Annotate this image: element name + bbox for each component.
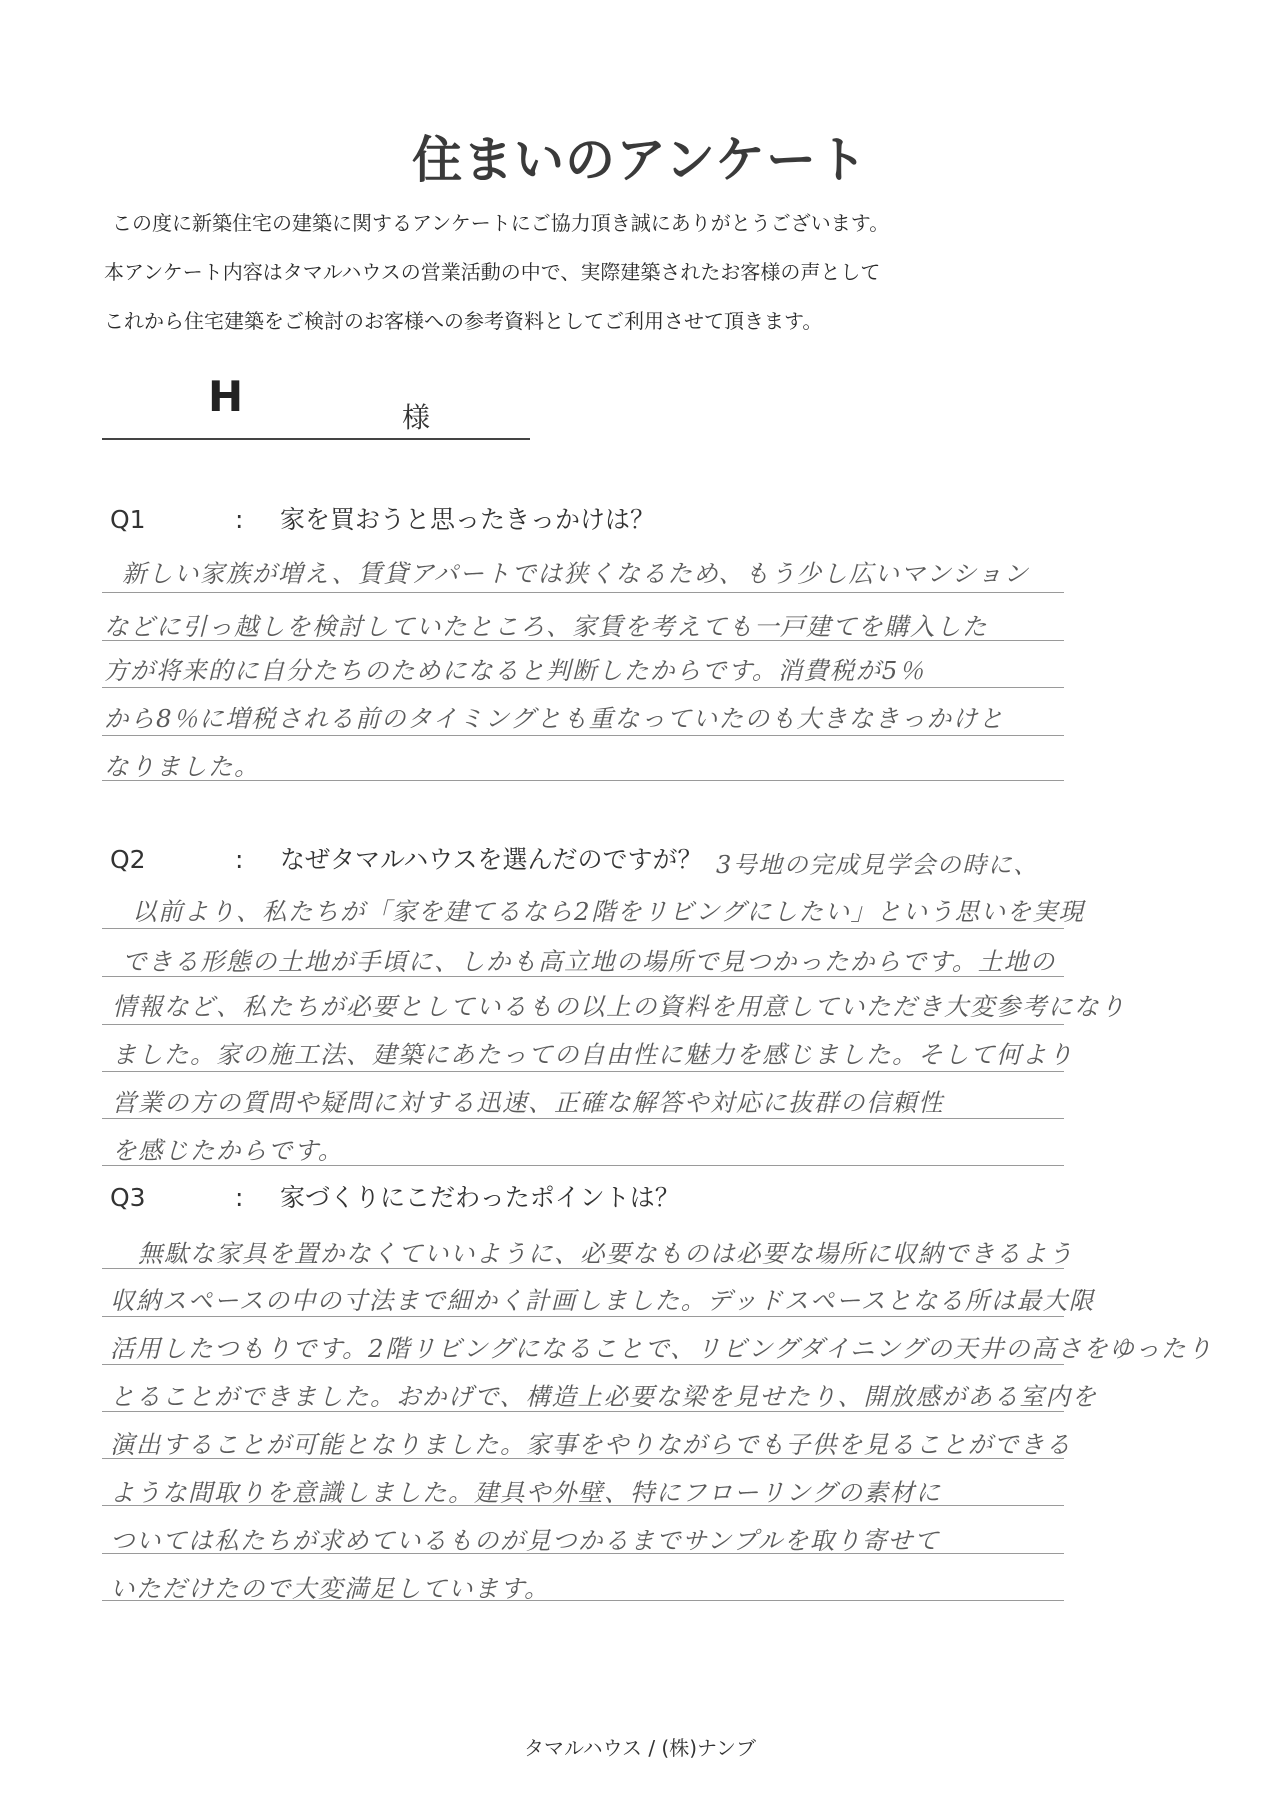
intro-line: これから住宅建築をご検討のお客様への参考資料としてご利用させて頂きます。	[104, 309, 823, 333]
customer-honorific: 様	[402, 401, 431, 434]
answer-rule	[102, 1268, 1064, 1269]
answer-line: とることができました。おかげで、構造上必要な梁を見せたり、開放感がある室内を	[110, 1382, 1098, 1411]
answer-line: ような間取りを意識しました。建具や外壁、特にフローリングの素材に	[110, 1478, 942, 1507]
answer-line: 無駄な家具を置かなくていいように、必要なものは必要な場所に収納できるよう	[138, 1239, 1074, 1268]
footer-company: タマルハウス / (株)ナンブ	[523, 1736, 757, 1760]
answer-line: 演出することが可能となりました。家事をやりながらでも子供を見ることができる	[110, 1430, 1072, 1459]
answer-rule	[102, 1118, 1064, 1119]
answer-note: 3号地の完成見学会の時に、	[716, 851, 1039, 879]
question-q1	[110, 500, 655, 536]
answer-line: ついては私たちが求めているものが見つかるまでサンプルを取り寄せて	[110, 1526, 940, 1555]
answer-rule	[102, 1165, 1064, 1166]
answer-line: 方が将来的に自分たちのためになると判断したからです。消費税が5％	[104, 656, 925, 685]
answer-line: ました。家の施工法、建築にあたっての自由性に魅力を感じました。そして何より	[112, 1040, 1074, 1069]
answer-line: 収納スペースの中の寸法まで細かく計画しました。デッドスペースとなる所は最大限	[110, 1286, 1095, 1315]
answer-rule	[102, 1071, 1064, 1072]
answer-line: から8％に増税される前のタイミングとも重なっていたのも大きなきっかけと	[104, 704, 1005, 733]
answer-line: 情報など、私たちが必要としているもの以上の資料を用意していただき大変参考になり	[112, 992, 1126, 1021]
answer-line: 活用したつもりです。2階リビングになることで、リビングダイニングの天井の高さをゆったり	[110, 1334, 1213, 1363]
answer-line: なりました。	[104, 752, 260, 781]
answer-rule	[102, 1364, 1064, 1365]
answer-rule	[102, 780, 1064, 781]
answer-rule	[102, 1553, 1064, 1554]
answer-line: などに引っ越しを検討していたところ、家賃を考えても一戸建てを購入した	[104, 612, 988, 641]
answer-rule	[102, 735, 1064, 736]
question-text: 家づくりにこだわったポイントは？	[280, 1183, 680, 1212]
answer-line: を感じたからです。	[112, 1136, 344, 1165]
answer-line: いただけたので大変満足しています。	[110, 1574, 551, 1603]
answer-rule	[102, 592, 1064, 593]
answer-line: 営業の方の質問や疑問に対する迅速、正確な解答や対応に抜群の信頼性	[112, 1088, 944, 1117]
question-separator: :	[235, 1183, 244, 1212]
answer-rule	[102, 1458, 1064, 1459]
customer-name: H	[208, 372, 244, 421]
intro-line: この度に新築住宅の建築に関するアンケートにご協力頂き誠にありがとうございます。	[112, 211, 890, 235]
question-text: なぜタマルハウスを選んだのですが？	[280, 845, 703, 874]
answer-rule	[102, 640, 1064, 641]
answer-rule	[102, 976, 1064, 977]
answer-rule	[102, 1505, 1064, 1506]
question-number: Q3	[110, 1183, 146, 1212]
intro-line: 本アンケート内容はタマルハウスの営業活動の中で、実際建築されたお客様の声として	[104, 260, 881, 284]
question-number: Q2	[110, 845, 146, 874]
customer-name-line	[102, 438, 530, 440]
answer-line: 新しい家族が増え、賃貸アパートでは狭くなるため、もう少し広いマンション	[122, 559, 1030, 588]
answer-rule	[102, 1024, 1064, 1025]
question-text: 家を買おうと思ったきっかけは？	[280, 505, 656, 534]
answer-line: できる形態の土地が手頃に、しかも高立地の場所で見つかったからです。土地の	[122, 947, 1056, 976]
answer-rule	[102, 1316, 1064, 1317]
answer-rule	[102, 1600, 1064, 1601]
answer-rule	[102, 687, 1064, 688]
question-separator: :	[235, 505, 244, 534]
question-separator: :	[235, 845, 244, 874]
question-q3	[110, 1178, 680, 1214]
question-q2	[110, 840, 703, 876]
answer-line: 以前より、私たちが「家を建てるなら2階をリビングにしたい」という思いを実現	[132, 897, 1085, 926]
answer-rule	[102, 1411, 1064, 1412]
answer-rule	[102, 928, 1064, 929]
question-number: Q1	[110, 505, 146, 534]
page-title: 住まいのアンケート	[412, 131, 868, 189]
